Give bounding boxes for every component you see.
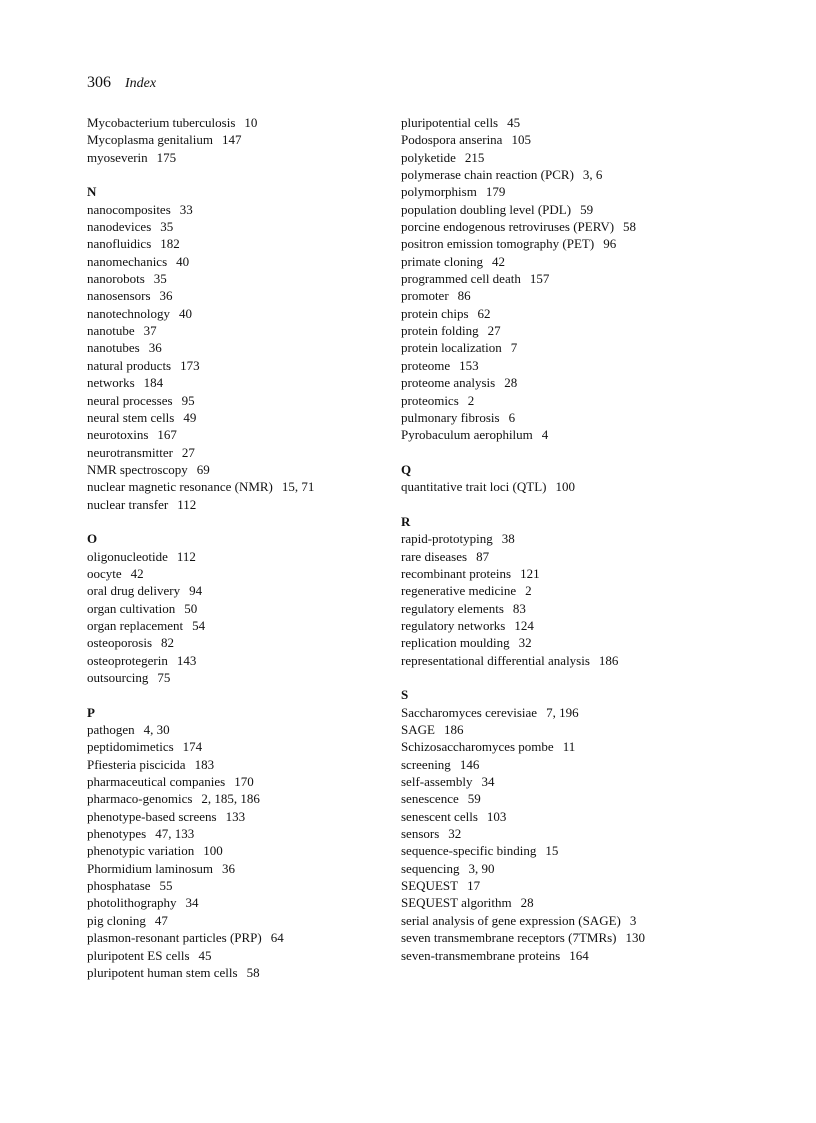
index-term: neurotransmitter xyxy=(87,444,173,460)
index-entry xyxy=(401,201,781,218)
index-page-refs: 28 xyxy=(504,375,518,391)
index-page-refs: 173 xyxy=(180,357,200,373)
index-page-refs: 100 xyxy=(555,479,575,495)
index-entry xyxy=(401,374,781,391)
index-term: seven-transmembrane proteins xyxy=(401,947,561,963)
index-term: polymorphism xyxy=(401,184,477,200)
index-page-refs: 58 xyxy=(246,964,260,980)
index-entry xyxy=(87,496,427,513)
index-entry xyxy=(401,530,781,547)
index-term: replication moulding xyxy=(401,635,510,651)
index-term: oral drug delivery xyxy=(87,583,181,599)
index-term: pharmaco-genomics xyxy=(87,791,193,807)
index-term: pluripotent ES cells xyxy=(87,947,190,963)
index-page-refs: 55 xyxy=(159,878,173,894)
index-page-refs: 146 xyxy=(459,756,480,772)
index-page-refs: 4 xyxy=(541,427,549,443)
index-term: protein chips xyxy=(401,305,469,321)
section-letter: P xyxy=(87,704,95,720)
index-term: nanotube xyxy=(87,323,135,339)
index-term: nanocomposites xyxy=(87,201,171,217)
index-page-refs: 112 xyxy=(176,548,196,564)
index-entry xyxy=(87,287,427,304)
index-entry xyxy=(87,305,427,322)
index-page-refs: 64 xyxy=(270,930,284,946)
index-entry xyxy=(401,842,781,859)
index-term: regenerative medicine xyxy=(401,583,517,599)
index-term: pluripotent human stem cells xyxy=(87,964,238,980)
index-term: programmed cell death xyxy=(401,271,521,287)
index-entry xyxy=(401,131,781,148)
index-entry xyxy=(87,409,427,426)
index-entry xyxy=(87,738,427,755)
index-page-refs: 69 xyxy=(196,461,210,477)
index-entry xyxy=(401,947,781,964)
index-term: recombinant proteins xyxy=(401,565,512,581)
index-term: senescent cells xyxy=(401,808,478,824)
index-term: pulmonary fibrosis xyxy=(401,409,500,425)
index-term: proteomics xyxy=(401,392,459,408)
index-term: protein localization xyxy=(401,340,502,356)
page-number: 306 xyxy=(87,74,111,91)
index-term: self-assembly xyxy=(401,774,473,790)
index-page-refs: 186 xyxy=(443,722,464,738)
index-page-refs: 153 xyxy=(459,357,479,373)
index-page-refs: 34 xyxy=(185,895,199,911)
index-entry xyxy=(401,756,781,773)
index-column-left xyxy=(87,114,427,981)
index-term: photolithography xyxy=(87,895,177,911)
index-page-refs: 3, 90 xyxy=(468,860,495,876)
index-entry xyxy=(87,947,427,964)
index-page-refs: 184 xyxy=(143,375,164,391)
index-page-refs: 28 xyxy=(520,895,534,911)
section-letter: N xyxy=(87,184,97,200)
index-term: seven transmembrane receptors (7TMRs) xyxy=(401,930,617,946)
index-entry xyxy=(87,808,427,825)
index-entry xyxy=(87,964,427,981)
index-page-refs: 143 xyxy=(176,652,197,668)
index-page-refs: 17 xyxy=(467,878,481,894)
index-term: nanosensors xyxy=(87,288,151,304)
index-term: oocyte xyxy=(87,565,122,581)
index-term: nanodevices xyxy=(87,219,152,235)
index-entry xyxy=(401,114,781,131)
index-term: organ cultivation xyxy=(87,600,176,616)
index-term: networks xyxy=(87,375,135,391)
index-entry xyxy=(401,565,781,582)
index-entry xyxy=(87,825,427,842)
index-entry xyxy=(401,166,781,183)
index-page-refs: 11 xyxy=(562,739,576,755)
index-page-refs: 42 xyxy=(491,253,505,269)
index-entry xyxy=(87,478,427,495)
index-page-refs: 86 xyxy=(457,288,471,304)
index-entry xyxy=(401,894,781,911)
index-page-refs: 35 xyxy=(153,271,167,287)
index-term: serial analysis of gene expression (SAGE) xyxy=(401,912,621,928)
index-page-refs: 95 xyxy=(181,392,195,408)
index-term: pathogen xyxy=(87,722,135,738)
section-letter: S xyxy=(401,687,409,703)
index-term: nanotechnology xyxy=(87,305,171,321)
index-entry xyxy=(87,374,427,391)
index-entry xyxy=(87,218,427,235)
section-letter: Q xyxy=(401,461,412,477)
index-term: pharmaceutical companies xyxy=(87,774,226,790)
index-page-refs: 59 xyxy=(580,201,594,217)
index-entry xyxy=(87,634,427,651)
index-page-refs: 87 xyxy=(476,548,490,564)
index-page-refs: 32 xyxy=(518,635,532,651)
index-page-refs: 47, 133 xyxy=(155,826,195,842)
index-entry xyxy=(87,877,427,894)
index-entry xyxy=(87,270,427,287)
index-page-refs: 58 xyxy=(623,219,637,235)
index-page-refs: 130 xyxy=(625,930,646,946)
index-entry xyxy=(87,131,427,148)
index-entry xyxy=(401,600,781,617)
index-page-refs: 7 xyxy=(510,340,518,356)
index-page-refs: 6 xyxy=(508,409,516,425)
index-term: myoseverin xyxy=(87,149,148,165)
index-page-refs: 47 xyxy=(154,912,168,928)
index-term: phenotypes xyxy=(87,826,147,842)
index-term: oligonucleotide xyxy=(87,548,168,564)
index-term: Saccharomyces cerevisiae xyxy=(401,704,538,720)
index-term: sequence-specific binding xyxy=(401,843,537,859)
index-page-refs: 54 xyxy=(192,617,206,633)
index-term: phenotype-based screens xyxy=(87,808,217,824)
index-term: representational differential analysis xyxy=(401,652,590,668)
index-term: senescence xyxy=(401,791,459,807)
index-page-refs: 40 xyxy=(176,253,190,269)
index-term: osteoporosis xyxy=(87,635,152,651)
index-entry xyxy=(87,600,427,617)
index-entry xyxy=(401,357,781,374)
index-page-refs: 83 xyxy=(512,600,526,616)
index-entry xyxy=(401,877,781,894)
section-letter: R xyxy=(401,513,411,529)
index-entry xyxy=(401,235,781,252)
index-term: Mycobacterium tuberculosis xyxy=(87,115,236,130)
index-term: proteome xyxy=(401,357,451,373)
page-header xyxy=(87,73,156,94)
index-term: nuclear transfer xyxy=(87,496,169,512)
index-term: positron emission tomography (PET) xyxy=(401,236,595,252)
index-term: Mycoplasma genitalium xyxy=(87,132,214,148)
index-term: osteoprotegerin xyxy=(87,652,168,668)
index-page-refs: 75 xyxy=(157,670,171,685)
index-page-refs: 182 xyxy=(160,236,180,252)
index-entry xyxy=(87,617,427,634)
index-entry xyxy=(87,894,427,911)
index-term: promoter xyxy=(401,288,449,304)
index-term: phenotypic variation xyxy=(87,843,195,859)
index-entry xyxy=(401,218,781,235)
index-entry xyxy=(401,790,781,807)
index-term: Podospora anserina xyxy=(401,132,503,148)
index-term: protein folding xyxy=(401,323,479,339)
index-page-refs: 121 xyxy=(520,565,540,581)
index-entry xyxy=(87,790,427,807)
index-page-refs: 15, 71 xyxy=(281,479,315,495)
index-entry xyxy=(401,339,781,356)
index-term: Pyrobaculum aerophilum xyxy=(401,427,533,443)
index-entry xyxy=(87,392,427,409)
index-term: population doubling level (PDL) xyxy=(401,201,572,217)
index-page-refs: 7, 196 xyxy=(546,704,579,720)
index-term: porcine endogenous retroviruses (PERV) xyxy=(401,219,615,235)
index-term: sensors xyxy=(401,826,440,842)
index-entry xyxy=(401,253,781,270)
index-page-refs: 2 xyxy=(467,392,475,408)
index-page-refs: 4, 30 xyxy=(143,722,170,738)
index-page-refs: 179 xyxy=(485,184,506,200)
index-page-refs: 59 xyxy=(467,791,481,807)
index-page-refs: 36 xyxy=(159,288,173,304)
index-entry xyxy=(87,426,427,443)
index-page-refs: 37 xyxy=(143,323,157,339)
index-entry xyxy=(401,808,781,825)
index-term: quantitative trait loci (QTL) xyxy=(401,479,547,495)
index-page-refs: 62 xyxy=(477,305,491,321)
index-section xyxy=(87,114,427,166)
index-entry xyxy=(87,461,427,478)
index-page-refs: 45 xyxy=(198,947,212,963)
index-entry xyxy=(87,912,427,929)
index-entry xyxy=(401,287,781,304)
index-term: SAGE xyxy=(401,722,435,738)
index-entry xyxy=(87,756,427,773)
index-entry xyxy=(87,582,427,599)
index-page-refs: 94 xyxy=(189,583,203,599)
index-term: polyketide xyxy=(401,149,456,165)
index-page-refs: 33 xyxy=(179,201,193,217)
index-entry xyxy=(401,721,781,738)
index-entry xyxy=(87,339,427,356)
running-title: Index xyxy=(125,76,157,91)
index-term: primate cloning xyxy=(401,253,483,269)
index-entry xyxy=(87,114,427,131)
index-entry xyxy=(87,565,427,582)
index-page-refs: 133 xyxy=(225,808,246,824)
index-entry xyxy=(87,322,427,339)
index-column-right xyxy=(401,114,781,964)
index-entry xyxy=(401,860,781,877)
index-term: plasmon-resonant particles (PRP) xyxy=(87,930,262,946)
index-term: neural processes xyxy=(87,392,173,408)
index-page-refs: 105 xyxy=(511,132,531,148)
index-term: NMR spectroscopy xyxy=(87,461,188,477)
index-entry xyxy=(87,860,427,877)
index-page-refs: 27 xyxy=(181,444,195,460)
index-term: nuclear magnetic resonance (NMR) xyxy=(87,479,273,495)
index-entry xyxy=(401,409,781,426)
index-section xyxy=(401,686,781,964)
index-page-refs: 170 xyxy=(234,774,254,790)
index-term: nanotubes xyxy=(87,340,140,356)
index-page-refs: 27 xyxy=(487,323,501,339)
index-term: nanofluidics xyxy=(87,236,152,252)
index-page-refs: 2 xyxy=(525,583,532,599)
index-entry xyxy=(401,322,781,339)
index-entry xyxy=(87,721,427,738)
index-entry xyxy=(401,773,781,790)
index-page-refs: 82 xyxy=(161,635,174,651)
index-entry xyxy=(401,634,781,651)
index-entry xyxy=(401,738,781,755)
index-term: polymerase chain reaction (PCR) xyxy=(401,167,574,183)
index-entry xyxy=(401,617,781,634)
index-page-refs: 2, 185, 186 xyxy=(201,791,260,807)
index-section xyxy=(87,530,427,686)
index-term: regulatory networks xyxy=(401,617,506,633)
index-entry xyxy=(401,704,781,721)
index-entry xyxy=(401,582,781,599)
index-term: rare diseases xyxy=(401,548,468,564)
index-page-refs: 34 xyxy=(481,774,495,790)
index-page-refs: 49 xyxy=(183,409,197,425)
index-section xyxy=(87,704,427,982)
index-page-refs: 32 xyxy=(448,826,462,842)
index-entry xyxy=(87,773,427,790)
index-entry xyxy=(401,392,781,409)
index-entry xyxy=(87,149,427,166)
index-section xyxy=(401,461,781,496)
index-term: outsourcing xyxy=(87,670,149,685)
index-section xyxy=(401,114,781,444)
index-page-refs: 50 xyxy=(184,600,198,616)
index-page-refs: 167 xyxy=(157,427,177,443)
index-term: phosphatase xyxy=(87,878,151,894)
index-page-refs: 3, 6 xyxy=(582,167,603,183)
index-entry xyxy=(87,253,427,270)
index-entry xyxy=(87,548,427,565)
index-entry xyxy=(87,235,427,252)
index-page-refs: 42 xyxy=(130,565,144,581)
index-term: neurotoxins xyxy=(87,427,149,443)
index-term: Pfiesteria piscicida xyxy=(87,756,186,772)
index-term: nanomechanics xyxy=(87,253,168,269)
index-term: rapid-prototyping xyxy=(401,531,493,547)
index-page-refs: 38 xyxy=(501,531,515,547)
index-term: pig cloning xyxy=(87,912,146,928)
index-term: organ replacement xyxy=(87,617,184,633)
index-page-refs: 35 xyxy=(160,219,174,235)
index-entry xyxy=(401,305,781,322)
index-page-refs: 112 xyxy=(177,496,197,512)
index-term: proteome analysis xyxy=(401,375,496,391)
index-page-refs: 215 xyxy=(464,149,485,165)
index-term: SEQUEST xyxy=(401,878,459,894)
index-entry xyxy=(87,444,427,461)
index-term: SEQUEST algorithm xyxy=(401,895,512,911)
index-term: Phormidium laminosum xyxy=(87,860,214,876)
index-page-refs: 147 xyxy=(222,132,242,148)
index-term: regulatory elements xyxy=(401,600,504,616)
index-page-refs: 45 xyxy=(507,115,521,130)
index-section xyxy=(87,183,427,513)
index-entry xyxy=(401,270,781,287)
index-entry xyxy=(401,652,781,669)
index-entry xyxy=(401,548,781,565)
index-entry xyxy=(87,201,427,218)
index-term: pluripotential cells xyxy=(401,115,499,130)
index-page-refs: 103 xyxy=(486,808,507,824)
index-page-refs: 186 xyxy=(598,652,619,668)
index-page-refs: 10 xyxy=(244,115,258,130)
index-entry xyxy=(87,669,427,686)
index-page-refs: 3 xyxy=(629,912,637,928)
index-page-refs: 174 xyxy=(182,739,203,755)
section-letter: O xyxy=(87,531,98,547)
index-term: natural products xyxy=(87,357,172,373)
index-page-refs: 96 xyxy=(603,236,617,252)
index-entry xyxy=(401,149,781,166)
index-page-refs: 157 xyxy=(529,271,550,287)
index-page-refs: 40 xyxy=(179,305,193,321)
index-term: Schizosaccharomyces pombe xyxy=(401,739,554,755)
index-entry xyxy=(401,912,781,929)
index-page-refs: 15 xyxy=(545,843,559,859)
index-page-refs: 36 xyxy=(222,860,236,876)
index-page-refs: 183 xyxy=(194,756,215,772)
index-entry xyxy=(401,183,781,200)
index-page-refs: 36 xyxy=(148,340,162,356)
index-term: screening xyxy=(401,756,451,772)
index-entry xyxy=(401,929,781,946)
index-entry xyxy=(401,825,781,842)
index-page-refs: 100 xyxy=(203,843,223,859)
index-entry xyxy=(87,652,427,669)
index-section xyxy=(401,513,781,669)
index-term: neural stem cells xyxy=(87,409,175,425)
index-term: peptidomimetics xyxy=(87,739,174,755)
index-page-refs: 175 xyxy=(156,149,177,165)
index-entry xyxy=(401,478,781,495)
index-page-refs: 164 xyxy=(569,947,589,963)
index-entry xyxy=(87,842,427,859)
index-page-refs: 124 xyxy=(514,617,534,633)
index-term: nanorobots xyxy=(87,271,145,287)
index-term: sequencing xyxy=(401,860,460,876)
index-entry xyxy=(401,426,781,443)
index-entry xyxy=(87,929,427,946)
index-entry xyxy=(87,357,427,374)
